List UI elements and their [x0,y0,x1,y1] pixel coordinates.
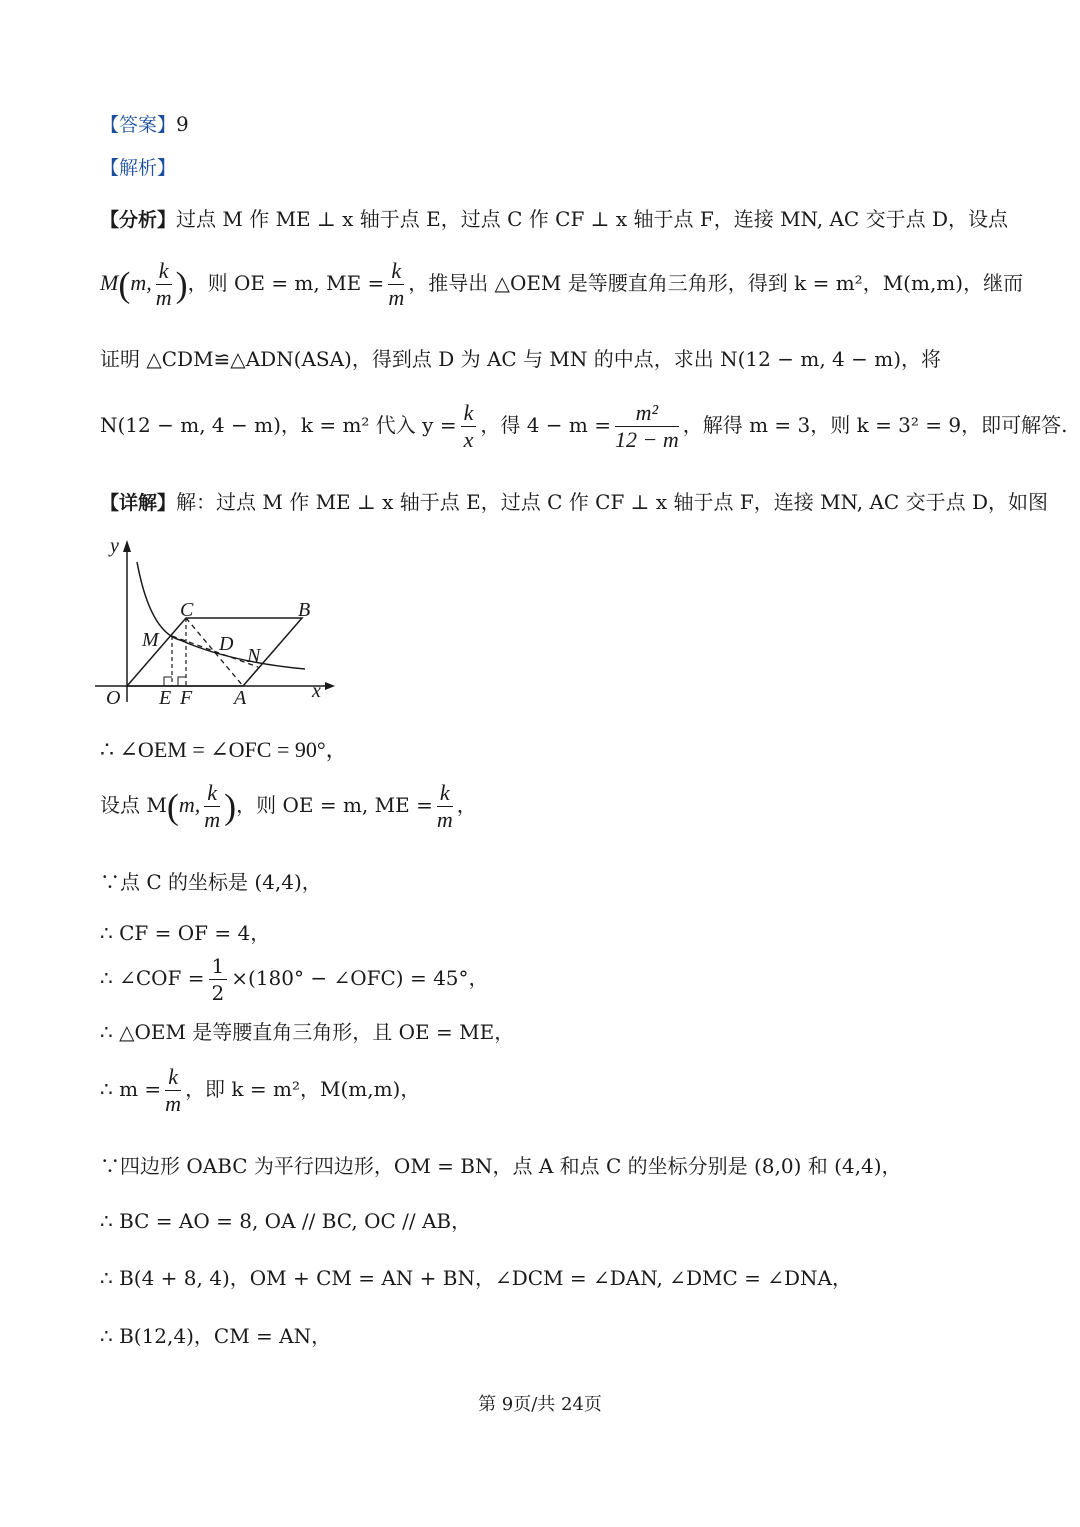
label-A: A [234,687,247,709]
analysis-tag: 【解析】 [100,157,177,179]
fraction-k-over-x: $\frac{k}{x}$ [461,400,477,453]
page-footer: 第 9页/共 24页 [478,1394,602,1415]
step-10: ∴ B(4 + 8, 4)，OM + CM = AN + BN，∠DCM = ∠DAN, ∠DMC = ∠DNA， [100,1266,852,1290]
answer-tag: 【答案】 [100,114,177,136]
fraction-k-over-m-5: $\frac{k}{m}$ [165,1064,182,1116]
label-O: O [106,687,121,709]
right-angle-F [178,677,186,686]
fenxi-line-2 [100,258,1023,311]
paren-open: ( [118,264,131,305]
label-N: N [247,645,261,667]
paren-close: ) [175,264,188,305]
xiangjie-line [100,486,1048,515]
step-2b: ，则 OE = m, ME = [236,793,433,817]
label-E: E [159,687,172,709]
step-7 [100,1064,420,1117]
step-2c: ， [456,793,477,817]
step-4: ∴ CF = OF = 4， [100,921,271,945]
step-5 [100,953,489,1006]
fenxi-line-1 [100,203,1008,232]
label-C: C [180,599,194,621]
fraction-k-over-m-3: $\frac{k}{m}$ [204,780,221,832]
fraction-one-half: $\frac{1}{2}$ [209,953,228,1006]
step-5b: ×(180° − ∠OFC) = 45°， [231,966,489,990]
fraction-k-over-m: $\frac{k}{m}$ [155,258,172,310]
label-F: F [180,687,193,709]
right-angle-E [164,677,172,686]
xiangjie-tag: 【详解】 [100,492,177,514]
fenxi-text-4a: N(12 − m, 4 − m)，k = m² 代入 y = [100,413,457,437]
answer-value: 9 [176,112,189,136]
fenxi-m-coord: m, [130,270,152,295]
label-M: M [142,629,159,651]
fenxi-text-4c: ，解得 m = 3，则 k = 3² = 9，即可解答. [682,413,1068,437]
step-9: ∴ BC = AO = 8, OA // BC, OC // AB， [100,1209,472,1233]
fenxi-text-4b: ，得 4 − m = [480,413,611,437]
answer-line [100,110,189,137]
y-axis-arrow [123,540,131,552]
label-x: x [312,680,321,702]
step-3: ∵点 C 的坐标是 (4,4)， [100,870,322,894]
fraction-k-over-m-4: $\frac{k}{m}$ [436,780,453,832]
label-D: D [219,633,234,655]
step-11: ∴ B(12,4)，CM = AN， [100,1324,332,1348]
step-2a: 设点 M [100,793,167,817]
paren-close-2: ) [224,786,237,827]
fenxi-line-4 [100,400,1067,453]
fraction-m2-over-12-m: $\frac{\text{m²}}{12 - m}$ [614,400,679,452]
geometry-figure [90,532,350,712]
fenxi-m-label: M [100,270,119,295]
label-y: y [110,535,119,557]
step-6: ∴ △OEM 是等腰直角三角形，且 OE = ME， [100,1020,515,1044]
segment-MN [172,636,258,667]
step-7b: ，即 k = m²，M(m,m)， [185,1077,421,1101]
fenxi-text-2b: ，则 OE = m, ME = [187,271,385,295]
label-B: B [298,599,311,621]
step-2-coord: m, [178,792,201,817]
xiangjie-text: 解：过点 M 作 ME ⊥ x 轴于点 E，过点 C 作 CF ⊥ x 轴于点 F，连接 MN, AC 交于点 D，如图 [176,490,1048,514]
fenxi-text-1: 过点 M 作 ME ⊥ x 轴于点 E，过点 C 作 CF ⊥ x 轴于点 F，连接 MN, AC 交于点 D，设点 [176,207,1008,231]
fenxi-line-3: 证明 △CDM≌△ADN(ASA)，得到点 D 为 AC 与 MN 的中点，求出 N(12 − m, 4 − m)，将 [100,347,941,371]
x-axis-arrow [325,682,335,690]
fenxi-text-2c: ，推导出 △OEM 是等腰直角三角形，得到 k = m²，M(m,m)，继而 [408,271,1024,295]
step-8: ∵四边形 OABC 为平行四边形，OM = BN，点 A 和点 C 的坐标分别是 (8,0) 和 (4,4)， [100,1154,902,1178]
step-5a: ∴ ∠COF = [100,966,205,990]
fenxi-tag: 【分析】 [100,209,177,231]
step-7a: ∴ m = [100,1077,162,1101]
paren-open-2: ( [166,786,179,827]
fraction-k-over-m-2: $\frac{k}{m}$ [388,258,405,310]
step-1: ∴ ∠OEM = ∠OFC = 90°， [100,737,348,762]
step-2 [100,780,477,833]
